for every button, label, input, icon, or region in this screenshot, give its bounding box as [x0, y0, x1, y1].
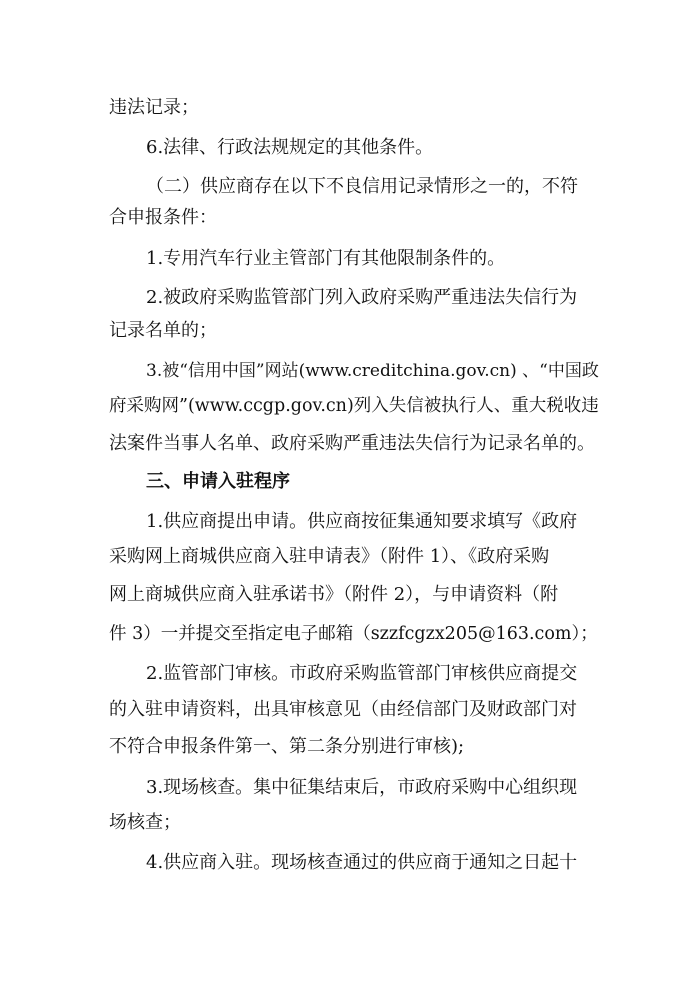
- line-text: 4.供应商入驻。现场核查通过的供应商于通知之日起十: [146, 852, 578, 873]
- line-text: 违法记录；: [109, 97, 199, 118]
- line-text: 的入驻申请资料，出具审核意见（由经信部门及财政部门对: [109, 699, 577, 720]
- text-line: [0, 730, 700, 764]
- line-text: 3.被“信用中国”网站(www.creditchina.gov.cn) 、“中国政: [146, 361, 599, 381]
- line-text: 2.被政府采购监管部门列入政府采购严重违法失信行为: [146, 287, 578, 308]
- line-text: 合申报条件：: [109, 207, 217, 228]
- text-line: [0, 389, 700, 423]
- line-text: 2.监管部门审核。市政府采购监管部门审核供应商提交: [146, 663, 578, 684]
- line-text: 不符合申报条件第一、第二条分别进行审核);: [109, 736, 465, 757]
- text-line: [0, 242, 700, 276]
- heading-text: 三、申请入驻程序: [146, 471, 290, 492]
- text-line: [0, 505, 700, 539]
- text-line: [0, 540, 700, 574]
- line-text: 网上商城供应商入驻承诺书》（附件 2），与申请资料（附: [109, 584, 559, 605]
- line-text: 记录名单的；: [109, 320, 217, 341]
- line-text: 件 3）一并提交至指定电子邮箱（szzfcgzx205@163.com）；: [109, 624, 598, 644]
- line-text: 1.专用汽车行业主管部门有其他限制条件的。: [146, 248, 506, 269]
- line-text: 法案件当事人名单、政府采购严重违法失信行为记录名单的。: [109, 433, 595, 454]
- line-text: （二）供应商存在以下不良信用记录情形之一的，不符: [146, 176, 578, 197]
- text-line: [0, 771, 700, 805]
- line-text: 府采购网”(www.ccgp.gov.cn)列入失信被执行人、重大税收违: [109, 396, 599, 416]
- text-line: [0, 427, 700, 461]
- text-line: [0, 806, 700, 840]
- text-line: [0, 131, 700, 165]
- text-line: [0, 693, 700, 727]
- line-text: 采购网上商城供应商入驻申请表》（附件 1）、《政府采购: [109, 546, 550, 567]
- text-line: [0, 170, 700, 204]
- text-line: [0, 617, 700, 651]
- line-text: 6.法律、行政法规规定的其他条件。: [146, 137, 434, 158]
- text-line: [0, 201, 700, 235]
- section-heading: [0, 465, 700, 499]
- text-line: [0, 281, 700, 315]
- text-line: [0, 657, 700, 691]
- line-text: 3.现场核查。集中征集结束后，市政府采购中心组织现: [146, 777, 578, 798]
- text-line: [0, 314, 700, 348]
- line-text: 1.供应商提出申请。供应商按征集通知要求填写《政府: [146, 511, 578, 532]
- text-line: [0, 578, 700, 612]
- text-line: [0, 91, 700, 125]
- line-text: 场核查；: [109, 812, 181, 833]
- text-line: [0, 354, 700, 388]
- text-line: [0, 846, 700, 880]
